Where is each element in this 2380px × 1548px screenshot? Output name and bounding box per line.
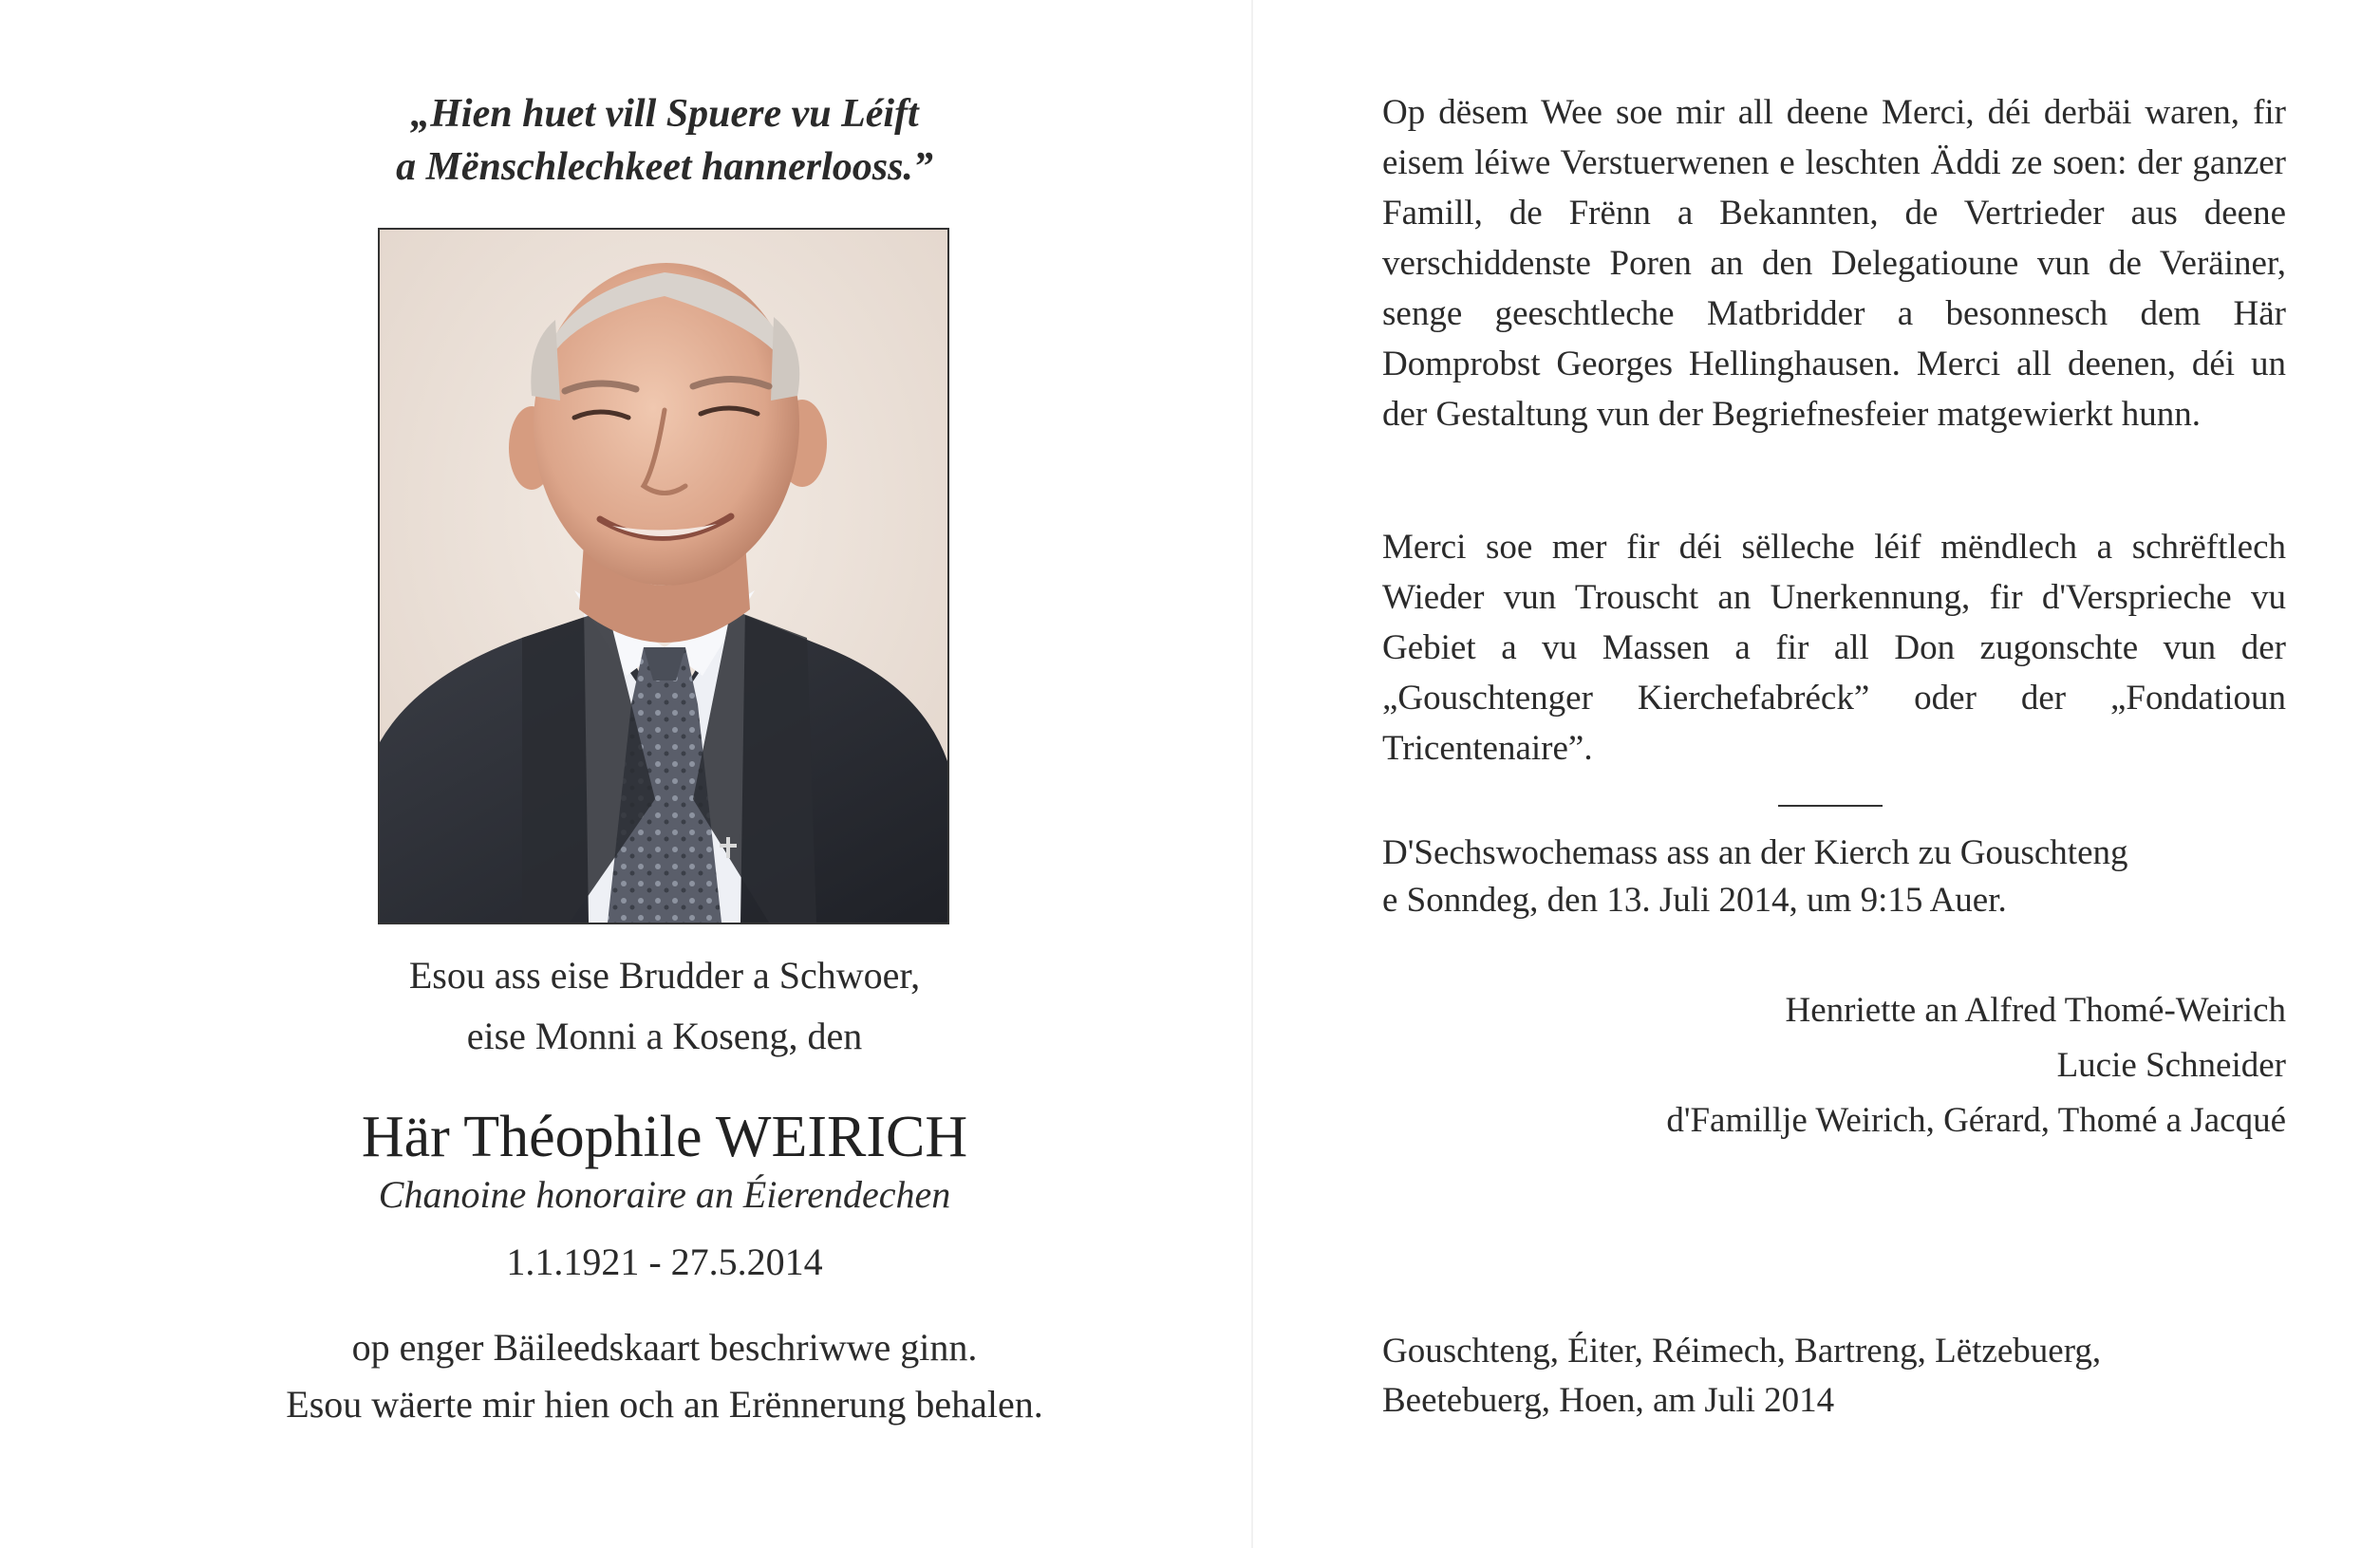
places-line: Gouschteng, Éiter, Réimech, Bartreng, Lëtzebuerg, [1382,1332,2102,1371]
condolence-paragraph: Merci soe mer fir déi sëlleche léif mëndlech a schrëftlech Wieder vun Trouscht an Unerkennung, fir d'Versprieche vu Gebiet a vu Massen a fir all Don zugonschte vun der „Gouschtenger Kierchefabréck” oder der „Fondatioun Tricentenaire”. [1382,528,2286,768]
portrait-illustration [380,230,947,923]
deceased-title: Chanoine honoraire an Éierendechen [378,1173,951,1216]
family-signatures [1382,983,2286,1148]
card-fold [1251,0,1253,1548]
motto-line: a Mënschlechkeet hannerlooss.” [396,145,933,189]
motto-quote [142,87,1187,194]
places-and-date [1382,1327,2286,1426]
closing-text [142,1319,1187,1433]
motto-line: „Hien huet vill Spuere vu Léift [410,92,919,136]
mass-line: e Sonndeg, den 13. Juli 2014, um 9:15 Auer. [1382,881,2007,920]
deceased-name: Här Théophile WEIRICH [361,1105,968,1169]
family-line: d'Famillje Weirich, Gérard, Thomé a Jacqué [1666,1101,2286,1140]
life-dates: 1.1.1921 - 27.5.2014 [506,1240,823,1283]
thanks-paragraph: Op dësem Wee soe mir all deene Merci, déi derbäi waren, fir eisem léiwe Verstuerwenen e leschten Äddi ze soen: der ganzer Famill, de Frënn a Bekannten, de Vertrieder aus deene verschiddenste Poren an den Delegatioune vun de Veräiner, senge geeschtleche Matbridder a besonnesch dem Här Domprobst Georges Hellinghausen. Merci all deenen, déi un der Gestaltung vun der Begriefnesfeier matgewierkt hunn. [1382,93,2286,434]
mass-line: D'Sechswochemass ass an der Kierch zu Gouschteng [1382,833,2128,872]
places-line: Beetebuerg, Hoen, am Juli 2014 [1382,1381,1835,1420]
intro-line: eise Monni a Koseng, den [466,1015,863,1057]
separator-line [1778,805,1883,807]
family-line: Lucie Schneider [2056,1046,2286,1085]
family-line: Henriette an Alfred Thomé-Weirich [1785,991,2286,1030]
intro-line: Esou ass eise Brudder a Schwoer, [408,954,921,997]
closing-line: op enger Bäileedskaart beschriwwe ginn. [351,1326,978,1369]
intro-text [142,945,1187,1067]
closing-line: Esou wäerte mir hien och an Erënnerung behalen. [286,1383,1043,1426]
memorial-mass-notice [1382,830,2286,924]
portrait-photo [378,228,949,924]
